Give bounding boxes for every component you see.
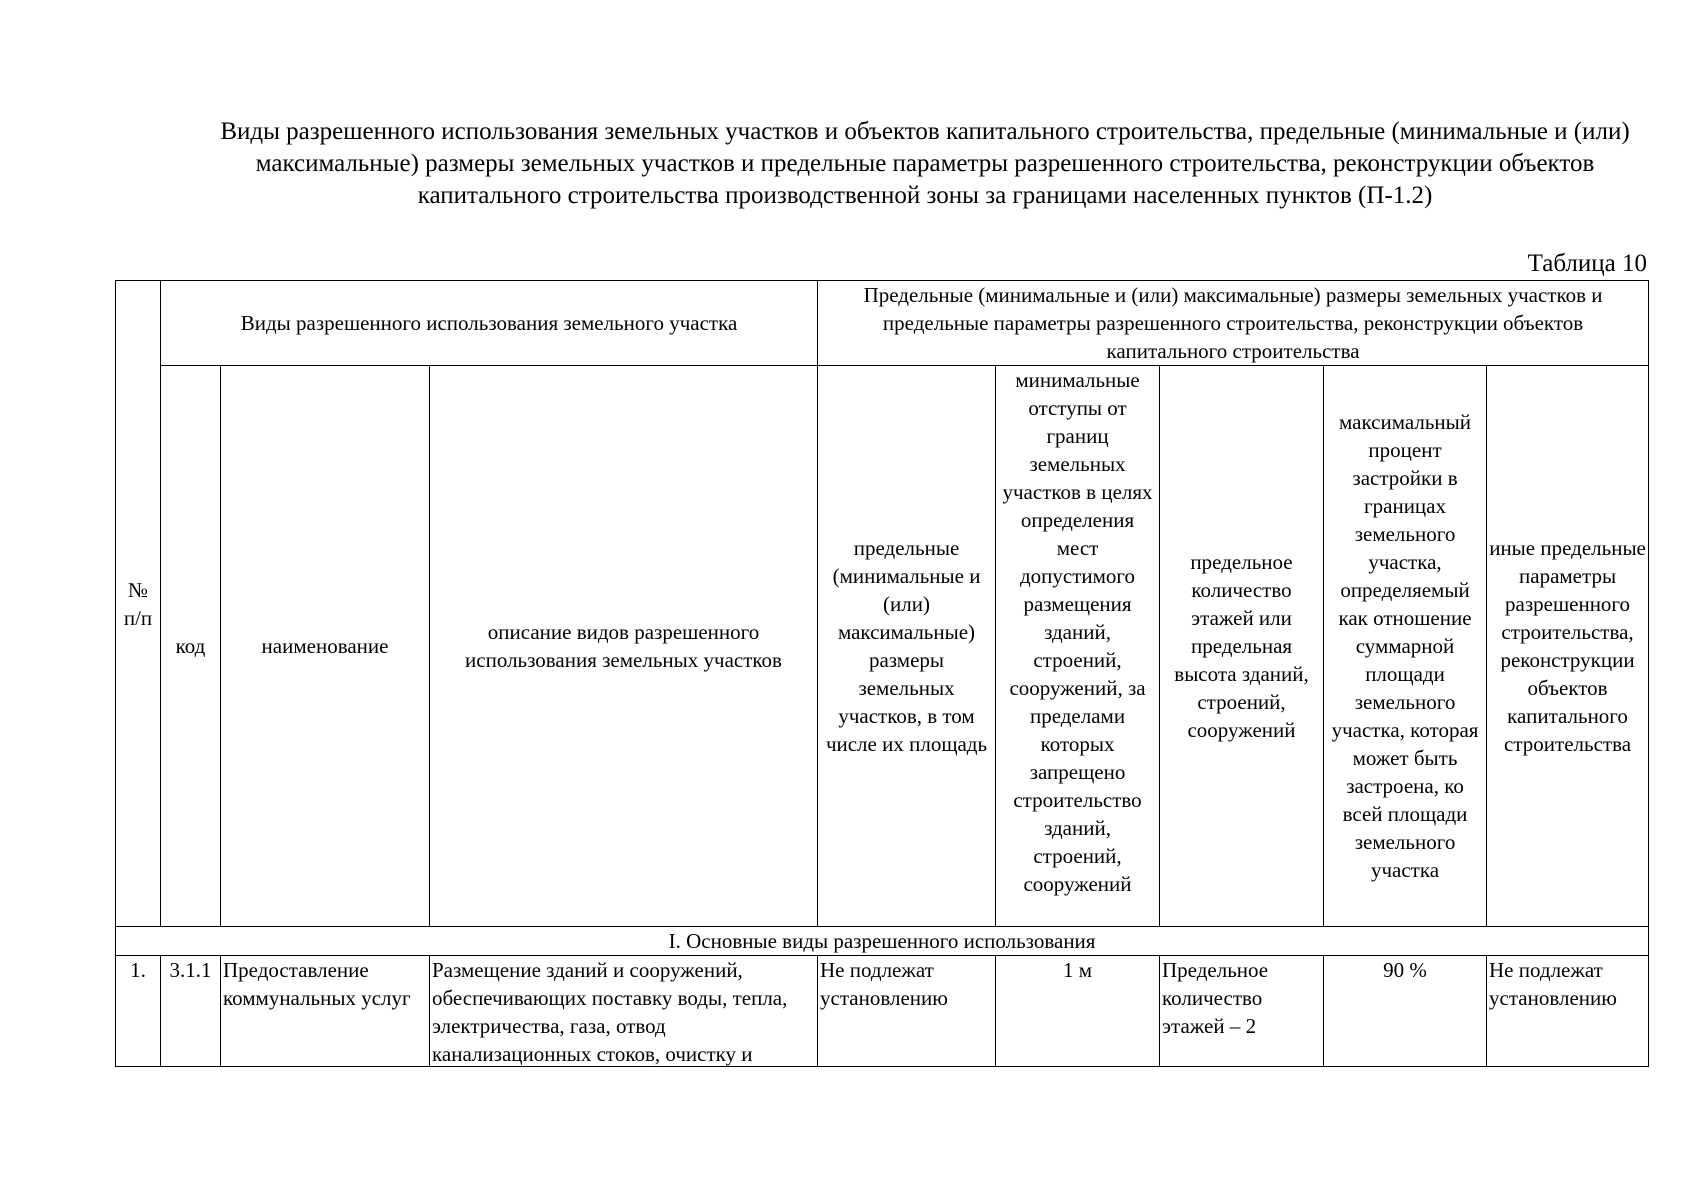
header-num: № п/п: [116, 281, 161, 927]
header-code: код: [161, 366, 221, 927]
section-title: I. Основные виды разрешенного использования: [116, 927, 1649, 956]
cell-num: 1.: [116, 956, 161, 1067]
cell-other: Не подлежат установлению: [1487, 956, 1649, 1067]
cell-description-text: Размещение зданий и сооружений, обеспечивающих поставку воды, тепла, электричества, газа, отвод канализационных стоков, очистку и: [432, 958, 788, 1066]
cell-setbacks: 1 м: [996, 956, 1160, 1067]
cell-description: [430, 956, 818, 1067]
cell-plot-size: Не подлежат установлению: [818, 956, 996, 1067]
table-row: [116, 956, 1649, 1067]
header-plot-size: предельные (минимальные и (или) максимальные) размеры земельных участков, в том числе их площадь: [818, 366, 996, 927]
header-description: описание видов разрешенного использования земельных участков: [430, 366, 818, 927]
header-setbacks: минимальные отступы от границ земельных участков в целях определения мест допустимого размещения зданий, строений, сооружений, за пределами которых запрещено строительство зданий, строений, сооружений: [996, 366, 1160, 927]
document-title: Виды разрешенного использования земельных участков и объектов капитального строительства, предельные (минимальные и (или) максимальные) размеры земельных участков и предельные параметры разрешенного строительства, реконструкции объектов капитального строительства производственной зоны за границами населенных пунктов (П-1.2): [220, 118, 1630, 209]
header-group-use: Виды разрешенного использования земельного участка: [161, 281, 818, 366]
table-caption: Таблица 10: [1527, 250, 1647, 277]
cell-name: Предоставление коммунальных услуг: [221, 956, 430, 1067]
header-other: иные предельные параметры разрешенного строительства, реконструкции объектов капитального строительства: [1487, 366, 1649, 927]
cell-code: 3.1.1: [161, 956, 221, 1067]
header-name: наименование: [221, 366, 430, 927]
cell-coverage: 90 %: [1324, 956, 1487, 1067]
permitted-use-table: [115, 280, 1649, 1067]
header-coverage: максимальный процент застройки в границах земельного участка, определяемый как отношение суммарной площади земельного участка, которая может быть застроена, ко всей площади земельного участка: [1324, 366, 1487, 927]
cell-floors: Предельное количество этажей – 2: [1160, 956, 1324, 1067]
header-group-params: Предельные (минимальные и (или) максимальные) размеры земельных участков и предельные параметры разрешенного строительства, реконструкции объектов капитального строительства: [818, 281, 1649, 366]
header-floors: предельное количество этажей или предельная высота зданий, строений, сооружений: [1160, 366, 1324, 927]
